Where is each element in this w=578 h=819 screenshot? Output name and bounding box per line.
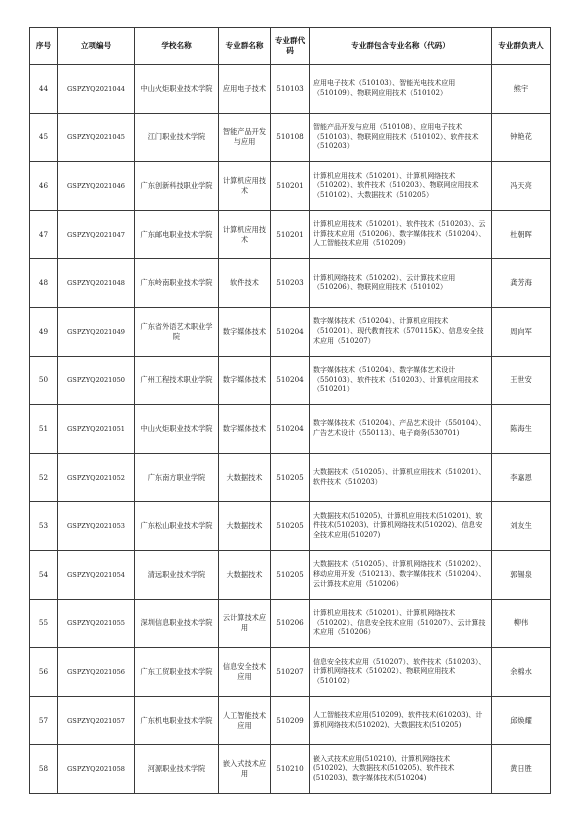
cell-seq: 46	[30, 162, 58, 211]
cell-group-name: 人工智能技术应用	[219, 696, 271, 745]
cell-school-name: 中山火炬职业技术学院	[135, 65, 219, 114]
cell-group-name: 大数据技术	[219, 453, 271, 502]
cell-project-code: GSPZYQ2021053	[58, 502, 135, 551]
cell-group-name: 智能产品开发与应用	[219, 113, 271, 162]
cell-group-code: 510204	[271, 356, 310, 405]
table-row	[30, 356, 551, 405]
cell-included-majors: 嵌入式技术应用(510210)、计算机网络技术(510202)、大数据技术(510205)、软件技术(510203)、数字媒体技术(510204)	[310, 745, 492, 794]
table-body	[30, 65, 551, 794]
cell-school-name: 清远职业技术学院	[135, 550, 219, 599]
header-included-majors: 专业群包含专业名称（代码）	[310, 28, 492, 65]
cell-seq: 55	[30, 599, 58, 648]
cell-group-name: 大数据技术	[219, 502, 271, 551]
cell-group-leader: 邱焕耀	[492, 696, 551, 745]
cell-group-leader: 李嘉恩	[492, 453, 551, 502]
cell-seq: 57	[30, 696, 58, 745]
cell-included-majors: 大数据技术（510205）、计算机应用技术（510201）、软件技术（510203）	[310, 453, 492, 502]
table-row	[30, 696, 551, 745]
cell-included-majors: 计算机应用技术（510201）、计算机网络技术（510202）、软件技术（510203）、物联网应用技术（510102）、大数据技术（510205）	[310, 162, 492, 211]
table-row	[30, 648, 551, 697]
header-seq: 序号	[30, 28, 58, 65]
cell-group-code: 510206	[271, 599, 310, 648]
cell-group-code: 510103	[271, 65, 310, 114]
specialty-group-table	[29, 27, 551, 794]
cell-seq: 49	[30, 307, 58, 356]
cell-group-name: 大数据技术	[219, 550, 271, 599]
cell-included-majors: 数字媒体技术（510204）、数字媒体艺术设计（550103）、软件技术（510203）、计算机应用技术（510201）	[310, 356, 492, 405]
cell-school-name: 广东工贸职业技术学院	[135, 648, 219, 697]
cell-group-code: 510204	[271, 405, 310, 454]
cell-group-name: 云计算技术应用	[219, 599, 271, 648]
cell-school-name: 广东南方职业学院	[135, 453, 219, 502]
cell-group-name: 数字媒体技术	[219, 356, 271, 405]
cell-school-name: 中山火炬职业技术学院	[135, 405, 219, 454]
cell-project-code: GSPZYQ2021045	[58, 113, 135, 162]
cell-project-code: GSPZYQ2021050	[58, 356, 135, 405]
cell-included-majors: 应用电子技术（510103）、智能光电技术应用（510109）、物联网应用技术（510102）	[310, 65, 492, 114]
cell-school-name: 广东邮电职业技术学院	[135, 210, 219, 259]
cell-school-name: 深圳信息职业技术学院	[135, 599, 219, 648]
table-row	[30, 307, 551, 356]
header-school-name: 学校名称	[135, 28, 219, 65]
cell-included-majors: 数字媒体技术（510204）、计算机应用技术（510201）、现代教育技术（570115K）、信息安全技术应用（510207）	[310, 307, 492, 356]
cell-group-leader: 龚芳海	[492, 259, 551, 308]
cell-project-code: GSPZYQ2021051	[58, 405, 135, 454]
table-row	[30, 745, 551, 794]
cell-group-leader: 郭锡泉	[492, 550, 551, 599]
cell-seq: 48	[30, 259, 58, 308]
header-group-code: 专业群代码	[271, 28, 310, 65]
header-group-leader: 专业群负责人	[492, 28, 551, 65]
cell-group-code: 510209	[271, 696, 310, 745]
table-row	[30, 550, 551, 599]
cell-seq: 53	[30, 502, 58, 551]
cell-project-code: GSPZYQ2021057	[58, 696, 135, 745]
cell-included-majors: 人工智能技术应用(510209)、软件技术(610203)、计算机网络技术(510202)、大数据技术(510205)	[310, 696, 492, 745]
cell-group-name: 计算机应用技术	[219, 162, 271, 211]
cell-seq: 52	[30, 453, 58, 502]
cell-group-leader: 王世安	[492, 356, 551, 405]
cell-included-majors: 信息安全技术应用（510207）、软件技术（510203）、计算机网络技术（510202）、物联网应用技术（510102）	[310, 648, 492, 697]
cell-group-name: 软件技术	[219, 259, 271, 308]
cell-group-code: 510205	[271, 550, 310, 599]
table-row	[30, 453, 551, 502]
cell-school-name: 江门职业技术学院	[135, 113, 219, 162]
cell-project-code: GSPZYQ2021058	[58, 745, 135, 794]
cell-included-majors: 计算机应用技术（510201）、软件技术（510203）、云计算技术应用（510206）、数字媒体技术（510204）、人工智能技术应用（510209）	[310, 210, 492, 259]
table-row	[30, 162, 551, 211]
cell-group-code: 510210	[271, 745, 310, 794]
cell-project-code: GSPZYQ2021044	[58, 65, 135, 114]
cell-seq: 51	[30, 405, 58, 454]
header-group-name: 专业群名称	[219, 28, 271, 65]
cell-group-name: 嵌入式技术应用	[219, 745, 271, 794]
cell-seq: 44	[30, 65, 58, 114]
cell-group-leader: 熊宇	[492, 65, 551, 114]
cell-project-code: GSPZYQ2021052	[58, 453, 135, 502]
table-row	[30, 599, 551, 648]
cell-included-majors: 计算机应用技术（510201）、计算机网络技术（510202）、信息安全技术应用（510207）、云计算技术应用（510206）	[310, 599, 492, 648]
cell-included-majors: 大数据技术（510205）、计算机网络技术（510202）、移动应用开发（510213）、数字媒体技术（510204）、云计算技术应用（510206）	[310, 550, 492, 599]
cell-group-code: 510205	[271, 502, 310, 551]
cell-school-name: 广东创新科技职业学院	[135, 162, 219, 211]
cell-seq: 54	[30, 550, 58, 599]
cell-group-leader: 黄日胜	[492, 745, 551, 794]
cell-group-leader: 余棉水	[492, 648, 551, 697]
cell-group-leader: 柳伟	[492, 599, 551, 648]
cell-group-code: 510207	[271, 648, 310, 697]
table-header-row	[30, 28, 551, 65]
cell-seq: 50	[30, 356, 58, 405]
cell-school-name: 广东松山职业技术学院	[135, 502, 219, 551]
table-row	[30, 113, 551, 162]
cell-group-code: 510203	[271, 259, 310, 308]
cell-seq: 58	[30, 745, 58, 794]
table-row	[30, 210, 551, 259]
cell-school-name: 广东机电职业技术学院	[135, 696, 219, 745]
cell-group-leader: 刘友生	[492, 502, 551, 551]
cell-group-name: 计算机应用技术	[219, 210, 271, 259]
table-row	[30, 405, 551, 454]
cell-group-code: 510201	[271, 162, 310, 211]
cell-group-leader: 陈海生	[492, 405, 551, 454]
cell-group-name: 信息安全技术应用	[219, 648, 271, 697]
cell-school-name: 广东省外语艺术职业学院	[135, 307, 219, 356]
cell-project-code: GSPZYQ2021048	[58, 259, 135, 308]
cell-group-name: 数字媒体技术	[219, 405, 271, 454]
table-row	[30, 259, 551, 308]
cell-school-name: 广州工程技术职业学院	[135, 356, 219, 405]
cell-group-name: 应用电子技术	[219, 65, 271, 114]
cell-seq: 45	[30, 113, 58, 162]
cell-group-leader: 周向军	[492, 307, 551, 356]
table-row	[30, 502, 551, 551]
cell-project-code: GSPZYQ2021055	[58, 599, 135, 648]
table-row	[30, 65, 551, 114]
header-project-code: 立项编号	[58, 28, 135, 65]
cell-seq: 47	[30, 210, 58, 259]
cell-seq: 56	[30, 648, 58, 697]
cell-included-majors: 计算机网络技术（510202）、云计算技术应用（510206）、物联网应用技术（510102）	[310, 259, 492, 308]
cell-project-code: GSPZYQ2021056	[58, 648, 135, 697]
cell-included-majors: 智能产品开发与应用（510108）、应用电子技术（510103）、物联网应用技术（510102）、软件技术（510203）	[310, 113, 492, 162]
cell-included-majors: 数字媒体技术（510204）、产品艺术设计（550104）、广告艺术设计（550113）、电子商务(530701)	[310, 405, 492, 454]
cell-included-majors: 大数据技术(510205)、计算机应用技术(510201)、软件技术(510203)、计算机网络技术(510202)、信息安全技术应用(510207)	[310, 502, 492, 551]
cell-school-name: 广东岭南职业技术学院	[135, 259, 219, 308]
cell-group-code: 510108	[271, 113, 310, 162]
cell-group-code: 510205	[271, 453, 310, 502]
cell-project-code: GSPZYQ2021047	[58, 210, 135, 259]
cell-school-name: 河源职业技术学院	[135, 745, 219, 794]
cell-group-code: 510204	[271, 307, 310, 356]
cell-group-leader: 杜朝晖	[492, 210, 551, 259]
cell-group-leader: 冯天亮	[492, 162, 551, 211]
cell-group-name: 数字媒体技术	[219, 307, 271, 356]
cell-project-code: GSPZYQ2021049	[58, 307, 135, 356]
cell-group-code: 510201	[271, 210, 310, 259]
cell-group-leader: 钟艳花	[492, 113, 551, 162]
cell-project-code: GSPZYQ2021046	[58, 162, 135, 211]
cell-project-code: GSPZYQ2021054	[58, 550, 135, 599]
